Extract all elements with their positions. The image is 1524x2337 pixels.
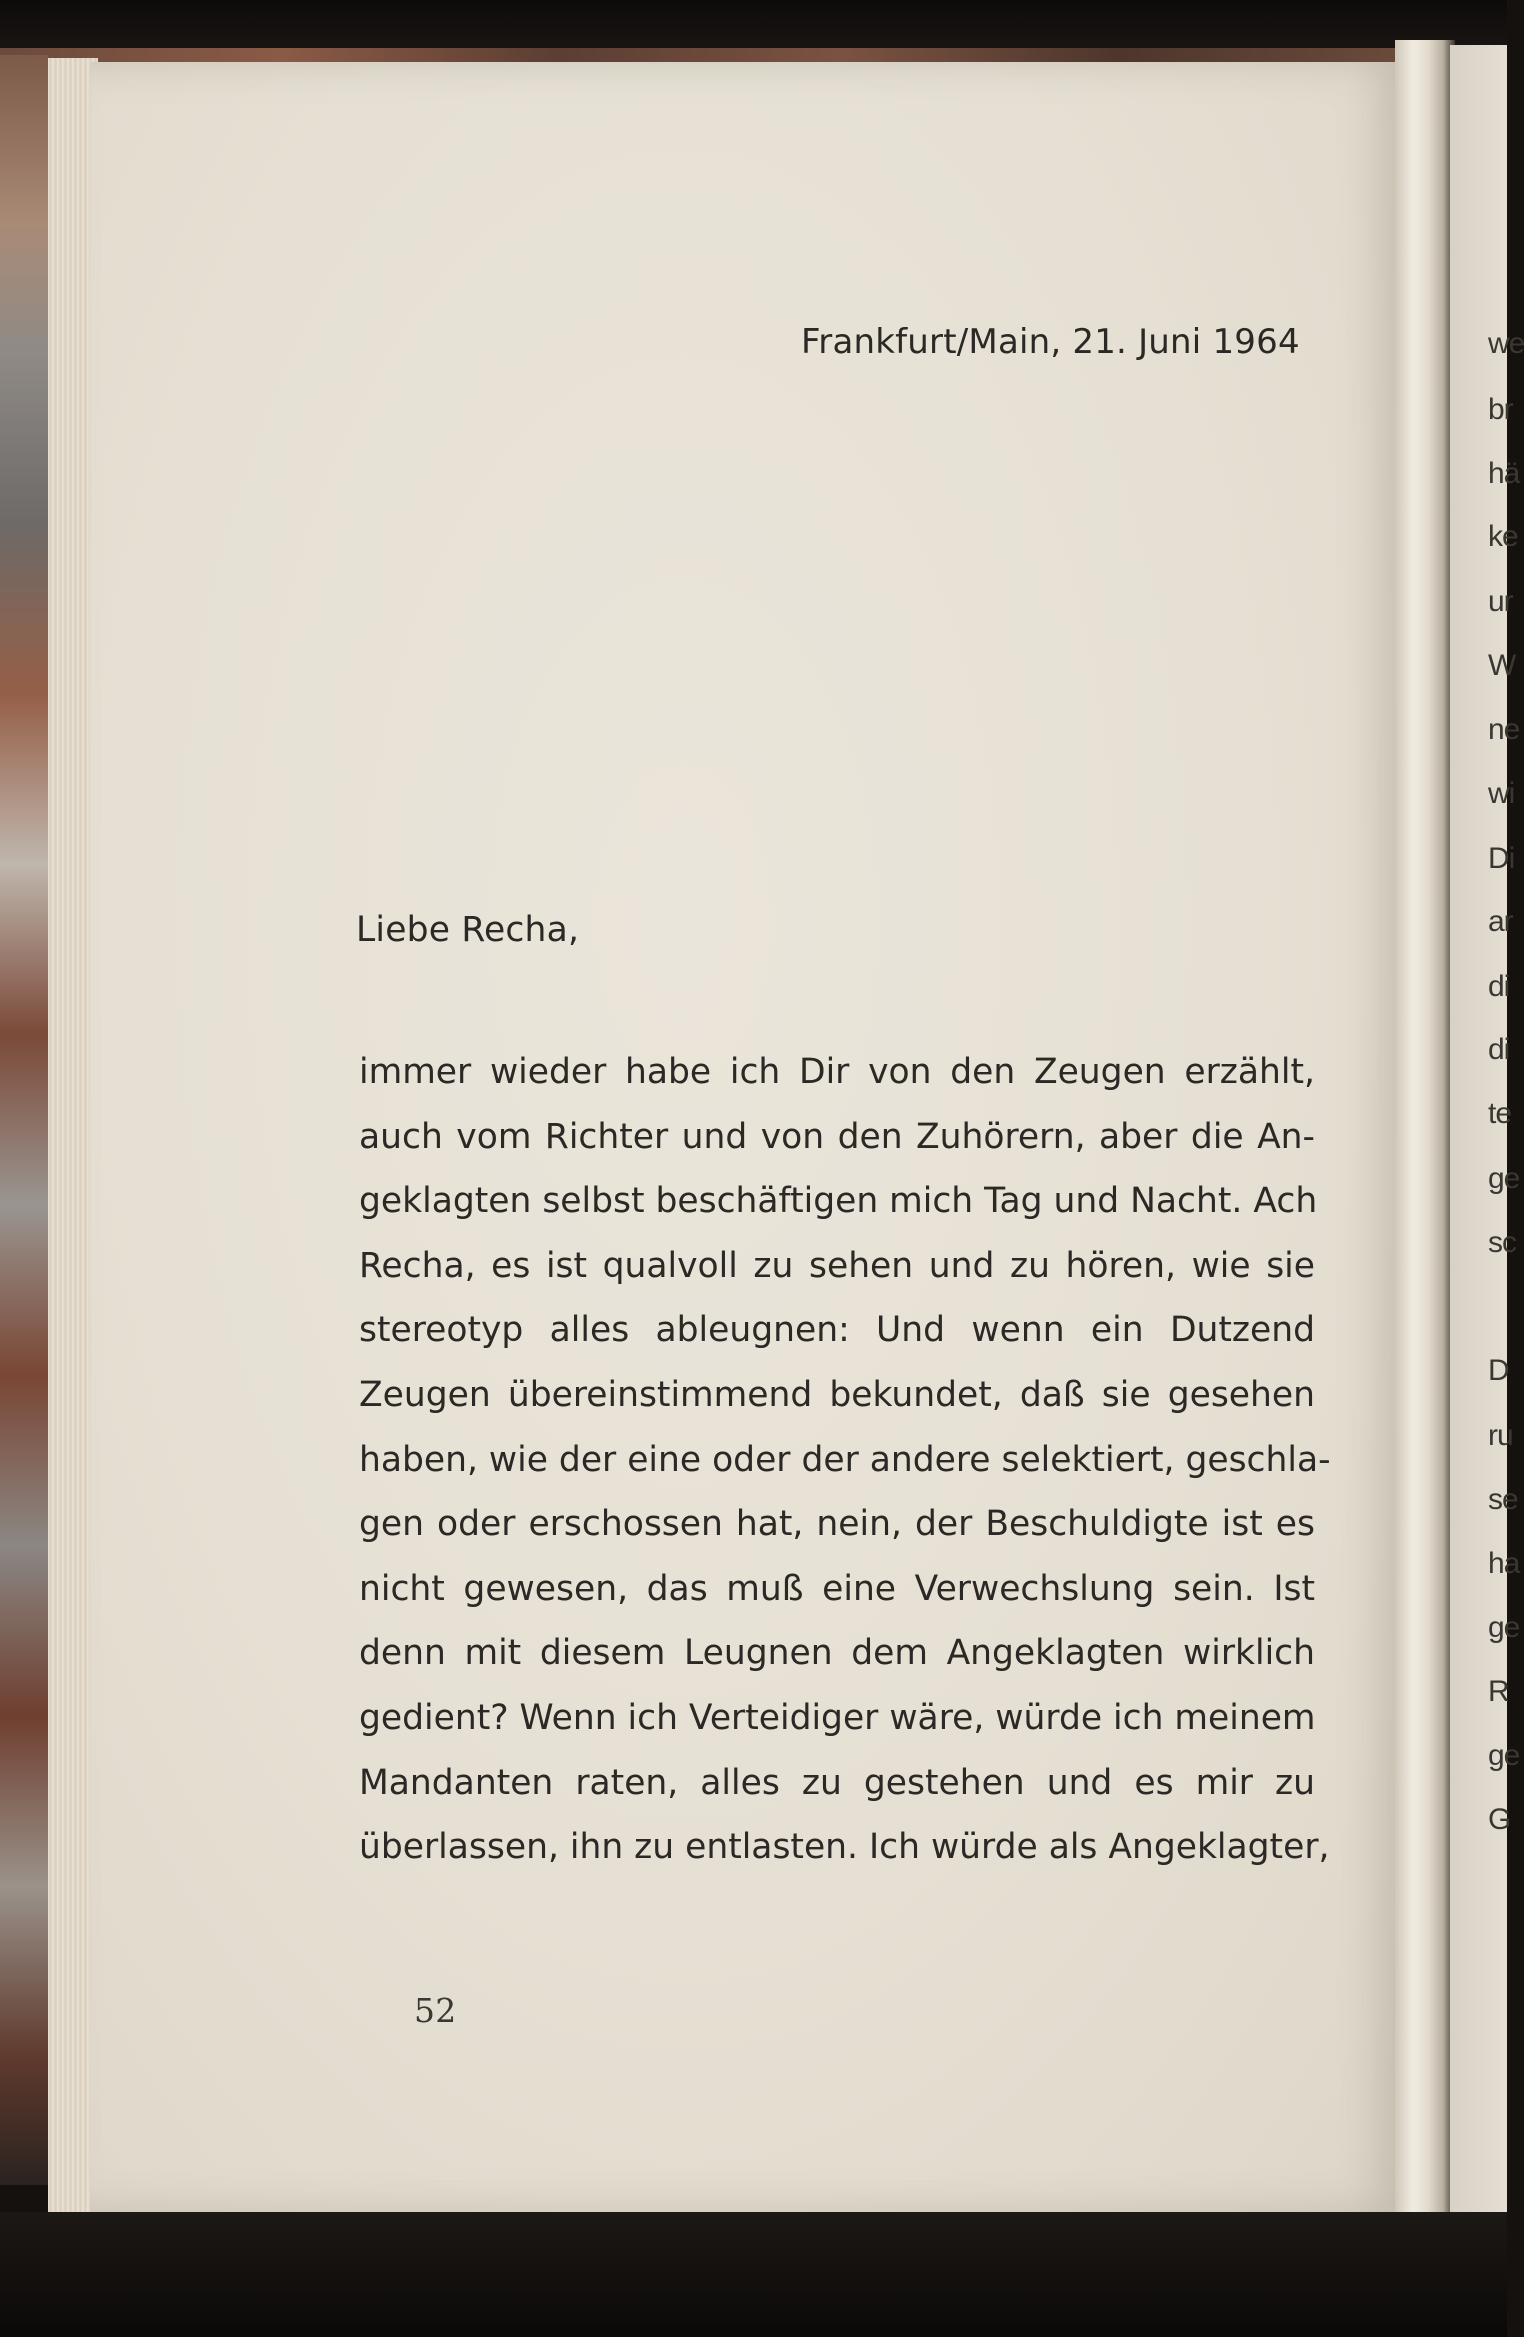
body-line: gedient? Wenn ich Verteidiger wäre, würde ich meinem [359,1697,1316,1738]
facing-page-fragment: ge [1488,1611,1520,1644]
facing-page-fragment: R [1488,1675,1509,1708]
facing-page-fragment: br [1488,393,1513,426]
body-line: Recha, es ist qualvoll zu sehen und zu hören, wie sie [359,1245,1315,1286]
body-line: denn mit diesem Leugnen dem Angeklagten wirklich [359,1633,1315,1674]
letter-salutation: Liebe Recha, [356,910,580,950]
body-line: nicht gewesen, das muß eine Verwechslung sein. Ist [359,1568,1315,1609]
facing-page-fragment: di [1488,970,1510,1003]
body-line: überlassen, ihn zu entlasten. Ich würde als Angeklagter, [359,1827,1330,1868]
body-line: immer wieder habe ich Dir von den Zeugen erzählt, [359,1052,1315,1092]
body-line: auch vom Richter und von den Zuhörern, aber die An- [359,1116,1315,1157]
facing-page-fragment: Di [1488,842,1515,875]
page-number: 52 [414,1991,457,2030]
letter-body [359,1040,1331,1880]
book-gutter [1395,40,1455,2240]
body-line: gen oder erschossen hat, nein, der Beschuldigte ist es [359,1504,1315,1545]
body-line: geklagten selbst beschäftigen mich Tag und Nacht. Ach [359,1181,1318,1222]
body-line: Mandanten raten, alles zu gestehen und es mir zu [359,1762,1315,1803]
body-line: stereotyp alles ableugnen: Und wenn ein Dutzend [359,1310,1315,1351]
facing-page-fragment: ke [1488,520,1518,553]
body-line: haben, wie der eine oder der andere selektiert, geschla- [359,1439,1331,1480]
facing-page-fragment: ru [1488,1419,1513,1452]
facing-page-fragment: wi [1488,777,1515,810]
facing-page-fragment: sc [1488,1226,1516,1259]
facing-page-fragment: D [1488,1354,1509,1387]
facing-page-fragment: ha [1488,1547,1520,1580]
book-cover-side [0,55,48,2185]
facing-page-fragment: G [1488,1803,1511,1836]
facing-page-fragment: se [1488,1483,1518,1516]
letter-place-date: Frankfurt/Main, 21. Juni 1964 [801,322,1300,362]
facing-page-fragment: ge [1488,1162,1520,1195]
facing-page-fragment: W [1488,649,1516,682]
body-line: Zeugen übereinstimmend bekundet, daß sie gesehen [359,1374,1315,1415]
facing-page-fragment: we [1488,327,1524,360]
facing-page [1450,45,1524,2235]
background-bottom [0,2212,1507,2337]
facing-page-fragment: te [1488,1097,1512,1130]
facing-page-fragment: ge [1488,1739,1520,1772]
facing-page-fragment: ne [1488,713,1520,746]
facing-page-fragment: ar [1488,905,1513,938]
facing-page-fragment: di [1488,1033,1510,1066]
facing-page-fragment: ur [1488,585,1513,618]
facing-page-fragment: hä [1488,457,1520,490]
